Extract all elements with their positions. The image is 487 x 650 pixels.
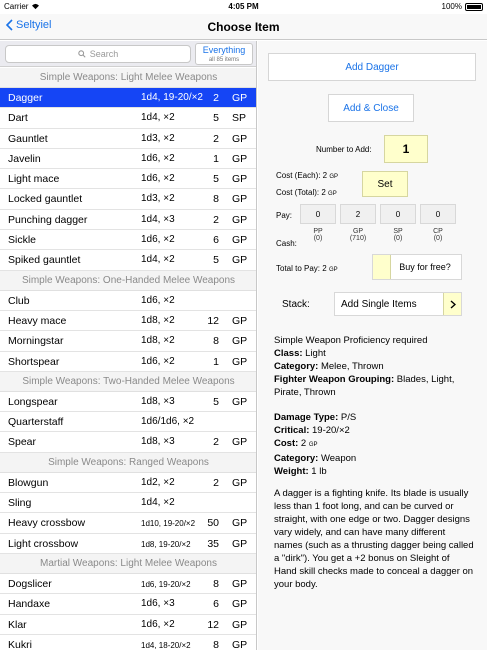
item-damage: 1d6, ×3 [141,598,175,610]
item-damage: 1d6, ×2 [141,618,175,630]
item-damage: 1d4, 19-20/×2 [141,92,203,103]
buy-free-button[interactable] [372,254,462,280]
item-damage: 1d4, ×2 [141,254,175,266]
coin-cash: (0) [433,235,443,242]
property-line [274,452,474,465]
property-key: Critical: [274,425,310,436]
property-line [274,465,474,478]
item-properties [274,334,474,399]
item-price: 12 [207,618,219,631]
item-name: Javelin [8,152,41,165]
property-key: Cost: [274,438,299,449]
item-damage: 1d4, ×2 [141,112,175,124]
item-price: 5 [213,395,219,408]
item-name: Sickle [8,234,37,247]
table-row[interactable] [0,392,257,412]
stack-value: Add Single Items [341,298,417,310]
filter-button[interactable] [195,43,253,65]
property-line [274,334,474,347]
item-name: Sling [8,497,32,510]
item-damage: 1d10, 19-20/×2 [141,519,196,529]
cost-each-value: Cost (Each): 2 [276,171,328,180]
table-row[interactable] [0,635,257,650]
number-to-add-field[interactable]: 1 [384,135,428,163]
item-price: 1 [213,355,219,368]
carrier-label: Carrier [4,2,29,11]
item-damage: 1d3, ×2 [141,132,175,144]
item-price-unit: GP [232,577,248,590]
item-damage: 1d8, 19-20/×2 [141,539,191,549]
back-label: Seltyiel [16,19,52,31]
coin-name: SP [393,228,403,235]
coin-sp [381,228,415,242]
coin-cash: (710) [349,235,367,242]
item-name: Heavy mace [8,314,67,327]
item-name: Punching dagger [8,213,88,226]
item-price: 35 [207,537,219,550]
item-name: Shortspear [8,355,60,368]
cost-each [276,171,338,180]
item-price-unit: GP [232,213,248,226]
stack-label: Stack: [282,299,310,310]
table-row-selected[interactable] [0,88,257,108]
item-price-unit: GP [232,537,248,550]
coin-cp [421,228,455,242]
item-damage: 1d6, 19-20/×2 [141,579,191,589]
item-price-unit: GP [232,476,248,489]
cost-total-unit: GP [328,191,337,197]
section-header: Simple Weapons: Light Melee Weapons [0,68,257,88]
filter-count: all 85 items [208,57,240,63]
item-damage: 1d2, ×2 [141,476,175,488]
item-name: Gauntlet [8,132,48,145]
page-title: Choose Item [207,20,280,34]
item-price-unit: GP [232,517,248,530]
property-value: 19-20/×2 [309,425,350,436]
item-name: Spear [8,436,37,449]
cost-total [276,188,337,197]
item-name: Quarterstaff [8,416,64,429]
table-row[interactable] [0,513,257,533]
item-price: 50 [207,517,219,530]
set-button[interactable]: Set [362,171,408,197]
item-price-unit: GP [232,254,248,267]
clock: 4:05 PM [228,2,259,11]
property-value: Weapon [318,453,357,464]
buy-free-toggle [373,255,391,279]
item-price-unit: GP [232,314,248,327]
item-damage: 1d8, ×2 [141,335,175,347]
property-value: Melee, Thrown [318,361,384,372]
table-row[interactable] [0,291,257,311]
total-to-pay-value: Total to Pay: 2 [276,264,327,273]
property-key: Category: [274,453,319,464]
item-price: 2 [213,476,219,489]
item-price-unit: GP [232,92,248,104]
item-price: 8 [213,638,219,650]
table-row[interactable] [0,574,257,594]
property-line [274,373,474,399]
table-row[interactable] [0,108,257,128]
coin-cash: (0) [393,235,403,242]
item-price: 5 [213,173,219,186]
item-price: 6 [213,598,219,611]
buy-free-label: Buy for free? [399,262,451,272]
number-to-add-label: Number to Add: [316,145,372,154]
coin-pp [301,228,335,242]
section-header: Martial Weapons: Light Melee Weapons [0,554,257,574]
table-row[interactable] [0,615,257,635]
item-name: Longspear [8,395,58,408]
item-damage: 1d6, ×2 [141,173,175,185]
item-stats [274,411,474,478]
table-row[interactable] [0,412,257,432]
item-name: Dagger [8,92,43,104]
property-value: Light [302,348,326,359]
item-damage: 1d8, ×3 [141,436,175,448]
add-item-button[interactable]: Add Dagger [268,53,476,81]
battery-percent: 100% [441,2,462,11]
item-price-unit: GP [232,193,248,206]
table-row[interactable] [0,432,257,452]
coin-gp [341,228,375,242]
item-price-unit: GP [232,638,248,650]
filter-label: Everything [202,45,246,55]
section-header: Simple Weapons: One-Handed Melee Weapons [0,271,257,291]
item-damage: 1d6, ×2 [141,234,175,246]
item-name: Club [8,294,30,307]
property-unit: GP [308,442,318,448]
property-value: Blades, Light, Pirate, Thrown [274,374,455,398]
table-row[interactable] [0,169,257,189]
table-row[interactable] [0,189,257,209]
item-price-unit: SP [232,112,247,125]
item-damage: 1d4, 18-20/×2 [141,640,191,650]
total-to-pay-unit: GP [328,267,338,273]
property-line [274,360,474,373]
coin-name: PP [313,228,323,235]
item-price-unit: GP [232,152,248,165]
item-description: A dagger is a fighting knife. Its blade is usually less than 1 foot long, and can be curved or straight, with one edge or two. Dagger designs vary widely, and can have many different names (such as a thrusting dagger being called a "dirk"). You get a +2 bonus on Sleight of Hand skill checks made to conceal a dagger on your body. [274,488,474,590]
item-damage: 1d8, ×3 [141,395,175,407]
table-row[interactable] [0,331,257,351]
item-name: Kukri [8,638,32,650]
status-bar [0,0,487,14]
table-row[interactable] [0,230,257,250]
item-name: Dart [8,112,28,125]
table-row[interactable] [0,250,257,270]
search-bar [0,41,256,67]
property-value: 2 [298,438,307,449]
table-row[interactable] [0,149,257,169]
cost-each-unit: GP [329,174,339,180]
property-line [274,411,474,424]
item-price: 6 [213,234,219,247]
item-price-unit: GP [232,395,248,408]
property-line [274,424,474,437]
item-name: Blowgun [8,476,49,489]
item-damage: 1d6, ×2 [141,152,175,164]
property-line [274,347,474,360]
stack-selector[interactable] [334,292,462,316]
item-price-unit: GP [232,234,248,247]
table-row[interactable] [0,493,257,513]
table-row[interactable] [0,473,257,493]
battery-indicator [442,2,483,11]
item-name: Morningstar [8,335,64,348]
item-name: Light crossbow [8,537,79,550]
item-price-unit: GP [232,335,248,348]
item-price: 2 [213,132,219,145]
item-price: 12 [207,314,219,327]
table-row[interactable] [0,534,257,554]
chevron-right-icon [443,293,461,315]
cash-label: Cash: [276,239,297,248]
coin-cash: (0) [313,235,323,242]
table-row[interactable] [0,352,257,372]
property-value: Simple Weapon Proficiency required [274,335,428,346]
item-price-unit: GP [232,173,248,186]
property-key: Weight: [274,466,309,477]
coin-name: GP [352,228,364,235]
total-to-pay [276,264,338,273]
property-value: P/S [338,412,357,423]
item-name: Handaxe [8,598,51,611]
item-price: 2 [213,213,219,226]
item-price: 5 [213,112,219,125]
pay-pp-field[interactable]: 0 [300,204,336,224]
property-line [274,437,474,452]
navigation-bar [0,14,487,40]
pay-gp-field[interactable]: 2 [340,204,376,224]
item-price: 5 [213,254,219,267]
pay-label: Pay: [276,211,293,220]
item-name: Dogslicer [8,577,52,590]
item-damage: 1d3, ×2 [141,193,175,205]
item-name: Locked gauntlet [8,193,83,206]
pay-cp-field[interactable]: 0 [420,204,456,224]
item-damage: 1d4, ×3 [141,213,175,225]
search-input[interactable] [5,45,191,63]
section-header: Simple Weapons: Ranged Weapons [0,453,257,473]
search-icon [78,50,86,58]
property-key: Damage Type: [274,412,339,423]
search-placeholder: Search [89,49,119,59]
item-price: 8 [213,193,219,206]
add-close-button[interactable]: Add & Close [328,94,414,122]
item-price: 2 [213,436,219,449]
coin-name: CP [433,228,443,235]
property-key: Class: [274,348,303,359]
table-row[interactable] [0,594,257,614]
item-price: 8 [213,577,219,590]
battery-icon [465,3,483,11]
item-list [0,68,257,650]
item-damage: 1d6, ×2 [141,294,175,306]
item-damage: 1d4, ×2 [141,497,175,509]
item-price-unit: GP [232,355,248,368]
item-damage: 1d6/1d6, ×2 [141,416,195,428]
item-damage: 1d8, ×2 [141,314,175,326]
item-price-unit: GP [232,132,248,145]
item-name: Klar [8,618,27,631]
item-detail-panel [258,41,487,650]
item-price: 2 [213,92,219,104]
table-row[interactable] [0,210,257,230]
pay-sp-field[interactable]: 0 [380,204,416,224]
item-list-panel [0,41,257,650]
table-row[interactable] [0,129,257,149]
item-price: 8 [213,335,219,348]
item-damage: 1d6, ×2 [141,355,175,367]
property-value: 1 lb [308,466,327,477]
item-price-unit: GP [232,598,248,611]
item-name: Spiked gauntlet [8,254,81,267]
cost-total-value: Cost (Total): 2 [276,188,326,197]
property-key: Category: [274,361,319,372]
property-key: Fighter Weapon Grouping: [274,374,395,385]
item-price-unit: GP [232,436,248,449]
item-price: 1 [213,152,219,165]
item-name: Light mace [8,173,60,186]
item-price-unit: GP [232,618,248,631]
table-row[interactable] [0,311,257,331]
item-name: Heavy crossbow [8,517,86,530]
section-header: Simple Weapons: Two-Handed Melee Weapons [0,372,257,392]
